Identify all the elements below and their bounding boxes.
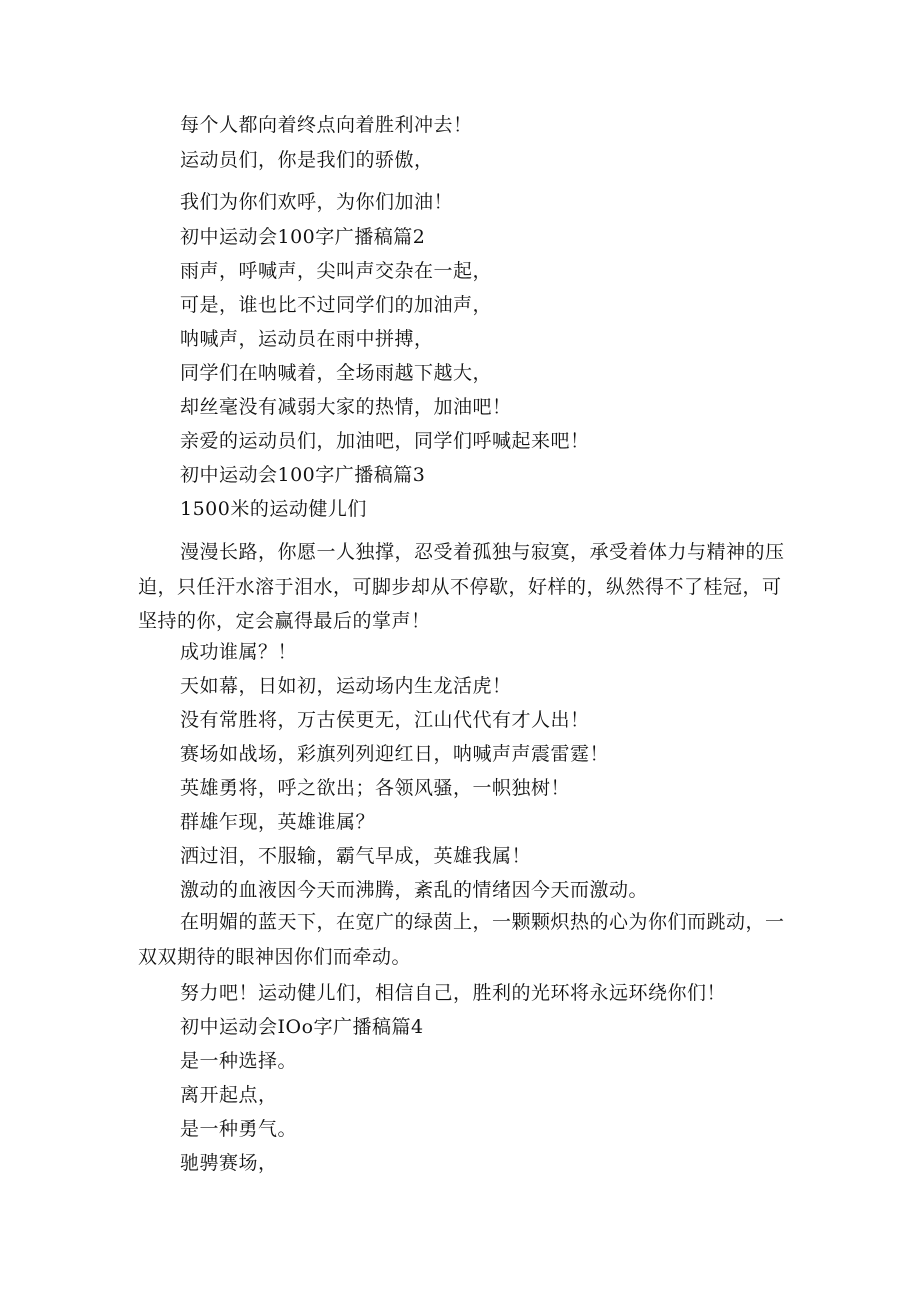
paragraph: 在明媚的蓝天下，在宽广的绿茵上，一颗颗炽热的心为你们而跳动，一双双期待的眼神因你们而牵动。 bbox=[138, 911, 785, 968]
text-line: 驰骋赛场， bbox=[180, 1152, 278, 1174]
text-line: 是一种选择。 bbox=[180, 1050, 298, 1072]
text-line: 同学们在呐喊着，全场雨越下越大， bbox=[180, 362, 493, 384]
text-line: 我们为你们欢呼，为你们加油！ bbox=[180, 191, 454, 213]
text-line: 雨声，呼喊声，尖叫声交杂在一起， bbox=[180, 260, 493, 282]
text-line: 努力吧！运动健儿们，相信自己，胜利的光环将永远环绕你们！ bbox=[180, 982, 727, 1004]
text-line: 呐喊声，运动员在雨中拼搏， bbox=[180, 328, 434, 350]
text-line: 群雄乍现，英雄谁属？ bbox=[180, 811, 376, 833]
text-line: 英雄勇将，呼之欲出；各领风骚，一帜独树！ bbox=[180, 777, 571, 799]
text-line: 却丝毫没有减弱大家的热情，加油吧！ bbox=[180, 396, 512, 418]
subheading: 1500米的运动健儿们 bbox=[180, 498, 367, 520]
text-line: 成功谁属？！ bbox=[180, 641, 298, 663]
text-line: 运动员们，你是我们的骄傲， bbox=[180, 149, 434, 171]
text-line: 离开起点， bbox=[180, 1084, 278, 1106]
text-line: 天如幕，日如初，运动场内生龙活虎！ bbox=[180, 675, 512, 697]
text-line: 赛场如战场，彩旗列列迎红日，呐喊声声震雷霆！ bbox=[180, 743, 610, 765]
section-heading: 初中运动会100字广播稿篇2 bbox=[180, 226, 426, 248]
text-line: 每个人都向着终点向着胜利冲去！ bbox=[180, 114, 473, 136]
text-line: 亲爱的运动员们，加油吧，同学们呼喊起来吧！ bbox=[180, 430, 590, 452]
text-line: 没有常胜将，万古侯更无，江山代代有才人出！ bbox=[180, 709, 590, 731]
section-heading: 初中运动会IOo字广播稿篇4 bbox=[180, 1016, 424, 1038]
text-line: 洒过泪，不服输，霸气早成，英雄我属！ bbox=[180, 845, 532, 867]
text-line: 是一种勇气。 bbox=[180, 1118, 298, 1140]
text-line: 激动的血液因今天而沸腾，紊乱的情绪因今天而激动。 bbox=[180, 879, 649, 901]
section-heading: 初中运动会100字广播稿篇3 bbox=[180, 464, 426, 486]
paragraph: 漫漫长路，你愿一人独撑，忍受着孤独与寂寞，承受着体力与精神的压迫，只任汗水溶于泪水，可脚步却从不停歇，好样的，纵然得不了桂冠，可坚持的你，定会赢得最后的掌声！ bbox=[138, 541, 785, 632]
text-line: 可是，谁也比不过同学们的加油声， bbox=[180, 294, 493, 316]
